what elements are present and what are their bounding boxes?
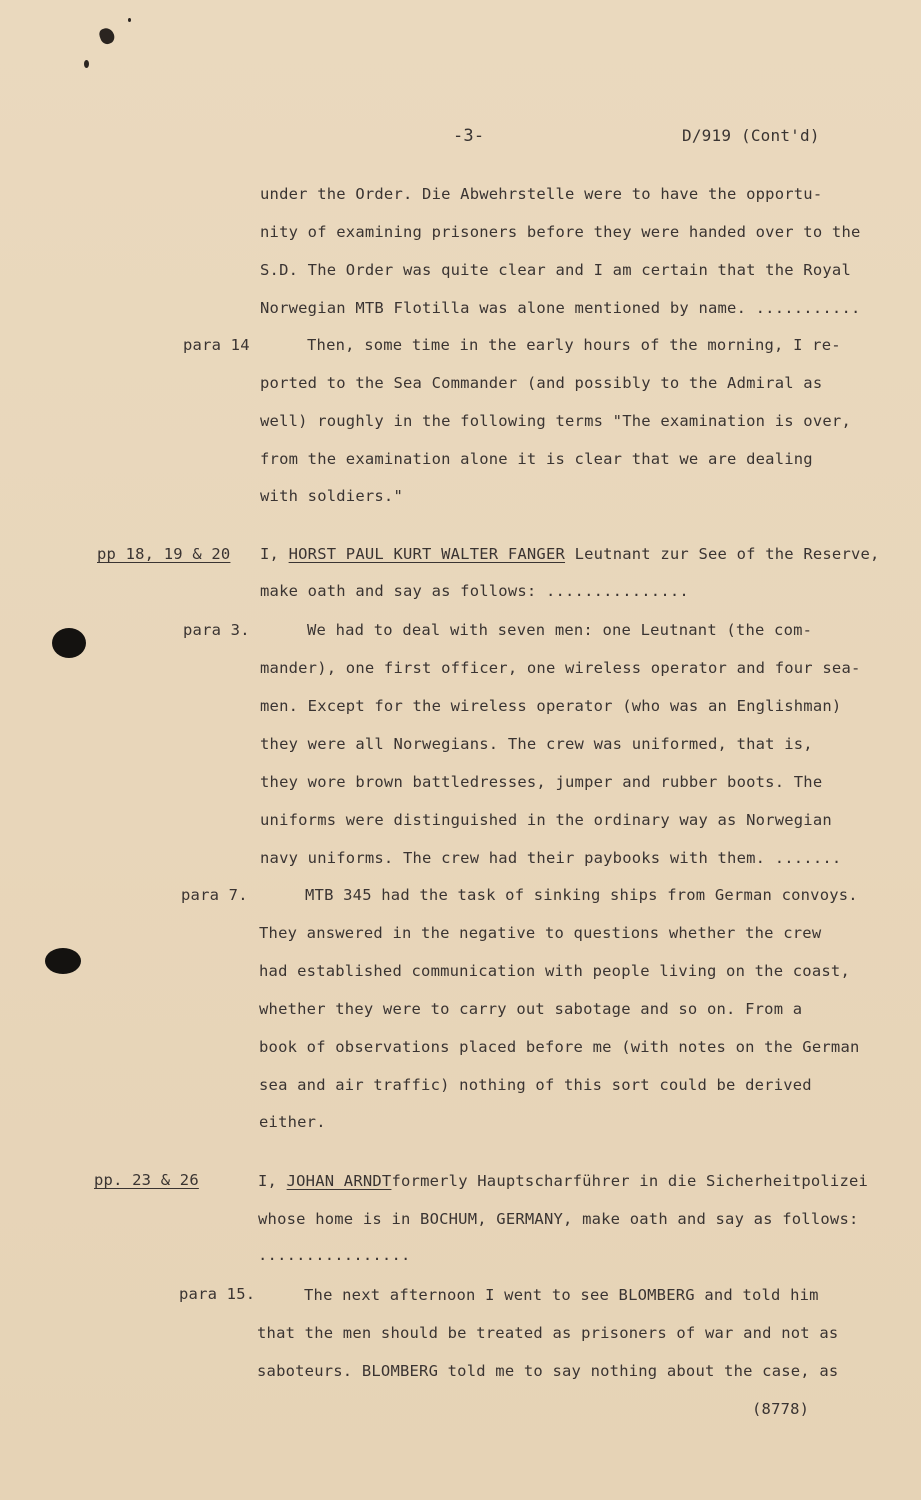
text-line: The next afternoon I went to see BLOMBERG and told him bbox=[304, 1286, 819, 1304]
paragraph-label: para 14 bbox=[183, 336, 250, 354]
text-line: make oath and say as follows: ............... bbox=[260, 582, 689, 600]
text-line: well) roughly in the following terms "The examination is over, bbox=[260, 412, 851, 430]
intro-prefix: I, bbox=[258, 1172, 287, 1190]
margin-reference: pp. 23 & 26 bbox=[94, 1171, 199, 1189]
text-line: They answered in the negative to questions whether the crew bbox=[259, 924, 822, 942]
text-line: that the men should be treated as prisoners of war and not as bbox=[257, 1324, 839, 1342]
punch-hole bbox=[52, 628, 86, 658]
affidavit-intro bbox=[260, 544, 880, 564]
intro-suffix: formerly Hauptscharführer in die Sicherheitpolizei bbox=[391, 1172, 869, 1190]
deponent-name: HORST PAUL KURT WALTER FANGER bbox=[288, 545, 566, 563]
text-line: book of observations placed before me (with notes on the German bbox=[259, 1038, 860, 1056]
ink-speck bbox=[128, 18, 131, 22]
text-line: they were all Norwegians. The crew was uniformed, that is, bbox=[260, 735, 813, 753]
document-reference: D/919 (Cont'd) bbox=[682, 126, 820, 145]
paragraph-label: para 3. bbox=[183, 621, 250, 639]
text-line: Norwegian MTB Flotilla was alone mentioned by name. ........... bbox=[260, 299, 861, 317]
text-line: they wore brown battledresses, jumper and rubber boots. The bbox=[260, 773, 823, 791]
text-line: saboteurs. BLOMBERG told me to say nothing about the case, as bbox=[257, 1362, 839, 1380]
punch-hole bbox=[45, 948, 81, 974]
text-line: mander), one first officer, one wireless operator and four sea- bbox=[260, 659, 861, 677]
text-line: sea and air traffic) nothing of this sort could be derived bbox=[259, 1076, 812, 1094]
text-line: Then, some time in the early hours of the morning, I re- bbox=[307, 336, 841, 354]
text-line: whether they were to carry out sabotage and so on. From a bbox=[259, 1000, 803, 1018]
text-line: either. bbox=[259, 1113, 326, 1131]
text-line: navy uniforms. The crew had their paybooks with them. ....... bbox=[260, 849, 842, 867]
margin-reference: pp 18, 19 & 20 bbox=[97, 545, 231, 563]
ink-speck bbox=[98, 26, 117, 46]
catalogue-number: (8778) bbox=[752, 1400, 810, 1418]
intro-suffix: Leutnant zur See of the Reserve, bbox=[565, 545, 880, 563]
text-line: ................ bbox=[258, 1246, 411, 1264]
page-number: -3- bbox=[453, 126, 485, 146]
text-line: MTB 345 had the task of sinking ships from German convoys. bbox=[305, 886, 858, 904]
deponent-name: JOHAN ARNDT bbox=[286, 1172, 392, 1190]
text-line: from the examination alone it is clear that we are dealing bbox=[260, 450, 813, 468]
paragraph-label: para 15. bbox=[179, 1285, 256, 1303]
text-line: with soldiers." bbox=[260, 487, 403, 505]
affidavit-intro bbox=[258, 1171, 868, 1191]
text-line: ported to the Sea Commander (and possibly to the Admiral as bbox=[260, 374, 823, 392]
text-line: men. Except for the wireless operator (who was an Englishman) bbox=[260, 697, 842, 715]
ink-speck bbox=[84, 60, 89, 68]
text-line: had established communication with people living on the coast, bbox=[259, 962, 850, 980]
text-line: nity of examining prisoners before they were handed over to the bbox=[260, 223, 861, 241]
intro-prefix: I, bbox=[260, 545, 289, 563]
text-line: We had to deal with seven men: one Leutnant (the com- bbox=[307, 621, 813, 639]
text-line: S.D. The Order was quite clear and I am certain that the Royal bbox=[260, 261, 851, 279]
text-line: under the Order. Die Abwehrstelle were to have the opportu- bbox=[260, 185, 823, 203]
paragraph-label: para 7. bbox=[181, 886, 248, 904]
text-line: whose home is in BOCHUM, GERMANY, make oath and say as follows: bbox=[258, 1210, 859, 1228]
text-line: uniforms were distinguished in the ordinary way as Norwegian bbox=[260, 811, 832, 829]
